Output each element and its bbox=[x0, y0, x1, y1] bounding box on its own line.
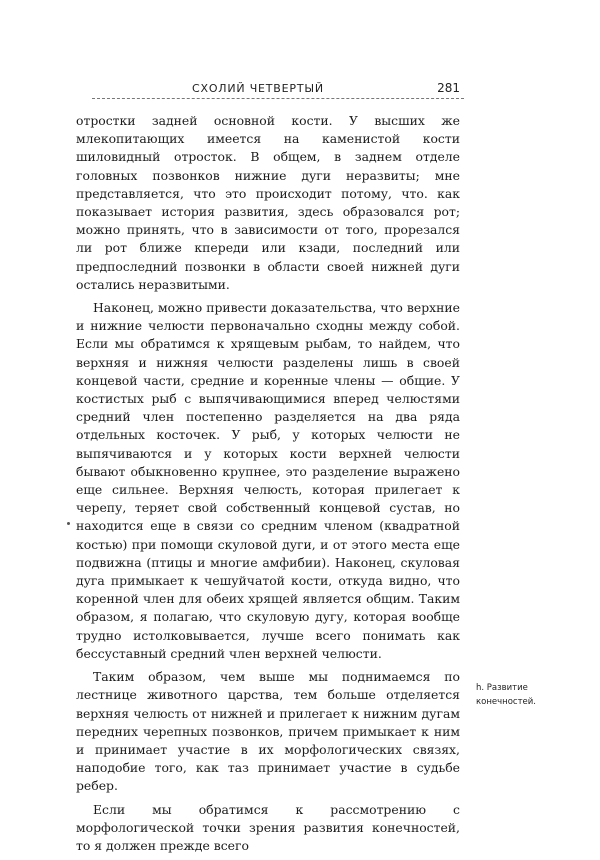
paragraph-4: Если мы обратимся к рассмотрению с морфологической точки зрения развития конечностей, то я должен прежде всего bbox=[76, 801, 460, 853]
header-rule bbox=[92, 98, 464, 99]
body-text bbox=[76, 112, 460, 860]
paragraph-2: Наконец, можно привести доказательства, что верхние и нижние челюсти первоначально сходны между собой. Если мы обратимся к хрящевым рыбам, то найдем, что верхняя и нижняя челюсти разделены лишь в своей концевой части, средние и коренные члены — общие. У костистых рыб с выпячивающимися вперед челюстями средний член постепенно разделяется на два ряда отдельных косточек. У рыб, у которых челюсти не выпячиваются и у которых кости верхней челюсти бывают обыкновенно крупнее, это разделение выражено еще сильнее. Верхняя челюсть, которая прилегает к черепу, теряет свой собственный концевой сустав, но находится еще в связи со средним членом (квадратной костью) при помощи скуловой дуги, и от этого места еще подвижна (птицы и многие амфибии). Наконец, скуловая дуга примыкает к чешуйчатой кости, откуда видно, что коренной член для обеих хрящей является общим. Таким образом, я полагаю, что скуловую дугу, которая вообще трудно истолковывается, лучше всего понимать как бессуставный средний член верхней челюсти. bbox=[76, 300, 460, 661]
header-title: СХОЛИЙ ЧЕТВЕРТЫЙ bbox=[192, 82, 324, 95]
running-header bbox=[92, 78, 464, 104]
margin-note: h. Развитие конечностей. bbox=[476, 683, 536, 707]
paragraph-3: Таким образом, чем выше мы поднимаемся по лестнице животного царства, тем больше отделяется верхняя челюсть от нижней и прилегает к нижним дугам передних черепных позвонков, причем примыкает к ним и принимает участие в их морфологических связях, наподобие того, как таз принимает участие в судьбе ребер. bbox=[76, 669, 460, 794]
paragraph-1: отростки задней основной кости. У высших же млекопитающих имеется на каменистой кости шиловидный отросток. В общем, в заднем отделе головных позвонков нижние дуги неразвиты; мне представляется, что это происходит потому, что. как показывает история развития, здесь образовался рот; можно принять, что в зависимости от того, прорезался ли рот ближе кпереди или кзади, последний или предпоследний позвонки в области своей нижней дуги остались неразвитыми. bbox=[76, 113, 460, 292]
page-number: 281 bbox=[437, 81, 460, 95]
print-speck bbox=[67, 522, 70, 525]
